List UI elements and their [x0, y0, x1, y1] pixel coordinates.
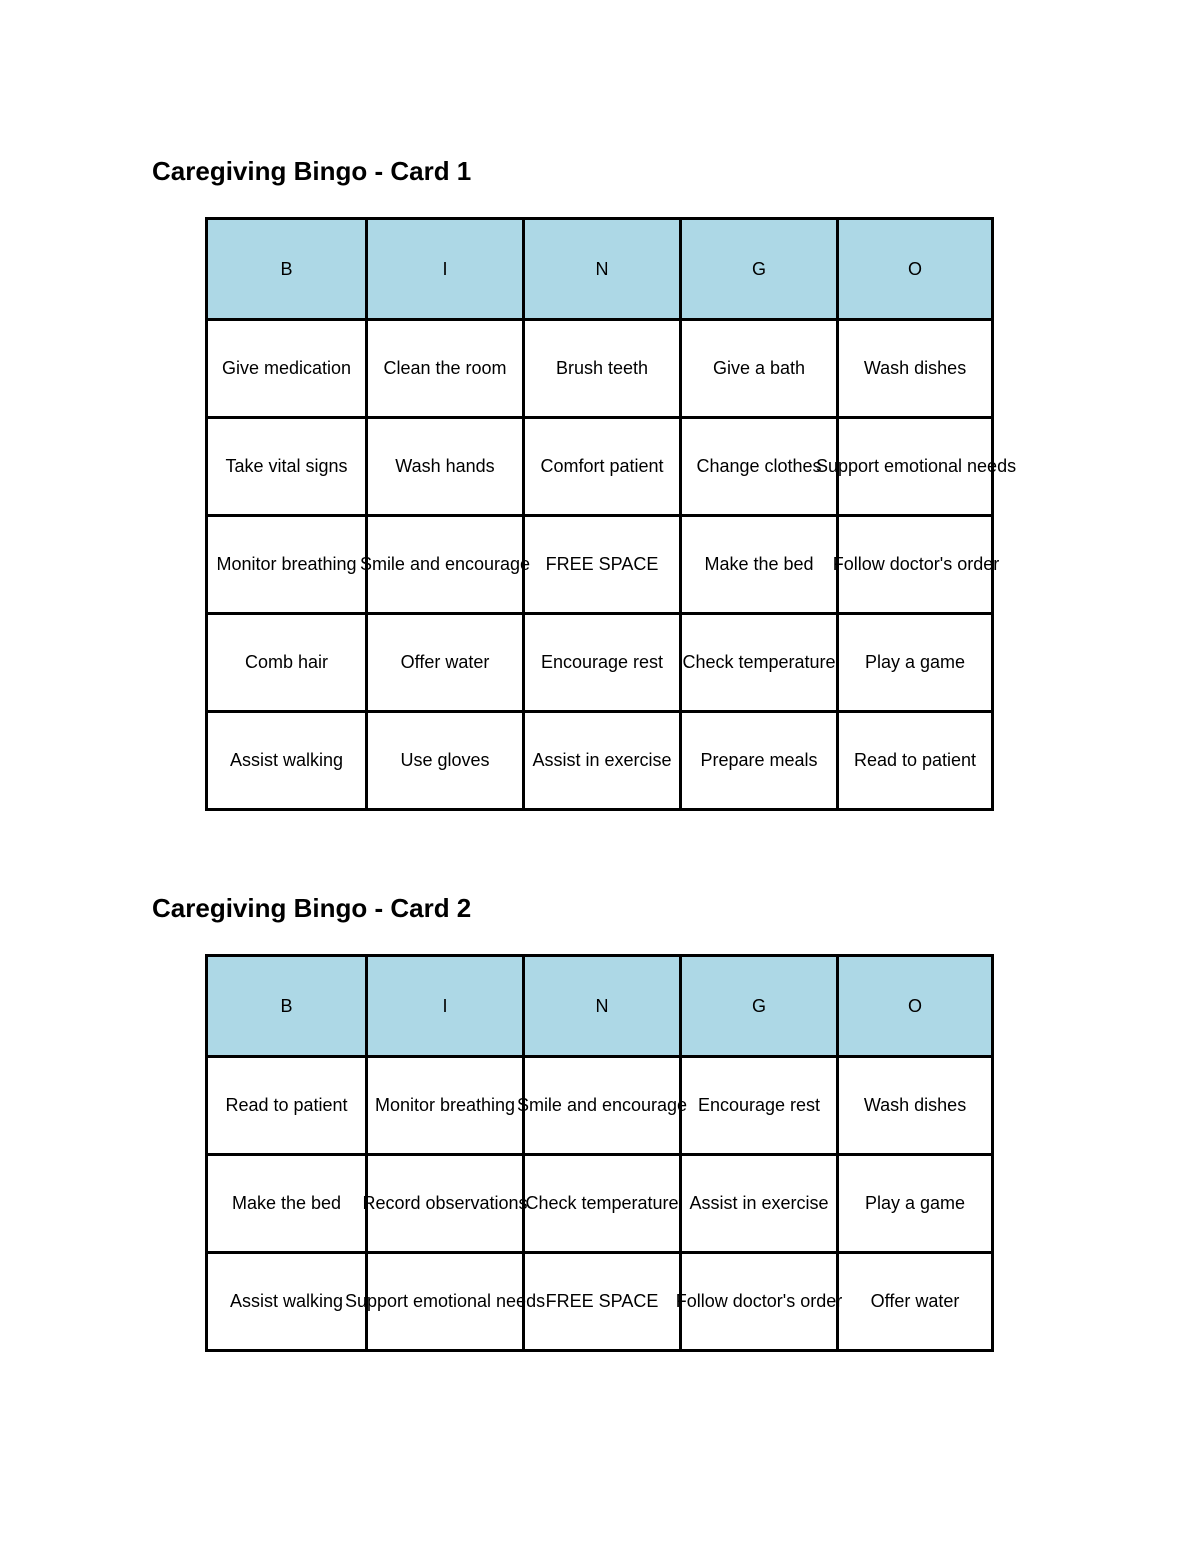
bingo-cell[interactable]: Support emotional needs	[365, 1254, 522, 1349]
header-cell-o: O	[836, 957, 991, 1055]
bingo-cell[interactable]: Monitor breathing	[216, 554, 357, 574]
header-cell-b: B	[208, 220, 365, 318]
bingo-card-1	[205, 217, 1017, 811]
bingo-cell[interactable]: Play a game	[836, 1156, 991, 1251]
bingo-cell[interactable]: Clean the room	[365, 321, 522, 416]
header-cell-n: N	[522, 957, 679, 1055]
bingo-cell[interactable]: Wash dishes	[836, 1058, 991, 1153]
bingo-cell[interactable]: Record observations	[365, 1156, 522, 1251]
bingo-cell[interactable]: Comb hair	[244, 652, 329, 672]
bingo-cell[interactable]: Monitor breathing	[365, 1058, 522, 1153]
bingo-cell[interactable]: Use gloves	[365, 713, 522, 808]
card-2-title: Caregiving Bingo - Card 2	[152, 893, 472, 923]
bingo-cell[interactable]: Wash dishes	[836, 321, 991, 416]
bingo-cell[interactable]: Check temperature	[522, 1156, 679, 1251]
bingo-cell[interactable]: Take vital signs	[225, 456, 348, 476]
bingo-cell[interactable]: Brush teeth	[522, 321, 679, 416]
header-cell-g: G	[679, 957, 836, 1055]
bingo-row	[208, 710, 991, 808]
bingo-cell[interactable]: Support emotional needs	[836, 419, 993, 514]
free-space-cell[interactable]: FREE SPACE	[522, 517, 679, 612]
header-row	[208, 957, 991, 1055]
bingo-row	[208, 612, 991, 710]
bingo-card-2	[205, 954, 994, 1352]
bingo-row	[208, 416, 1017, 514]
bingo-row	[208, 318, 991, 416]
bingo-cell[interactable]: Give a bath	[679, 321, 836, 416]
header-cell-o: O	[836, 220, 991, 318]
bingo-cell[interactable]: Prepare meals	[679, 713, 836, 808]
bingo-cell[interactable]: Offer water	[365, 615, 522, 710]
header-cell-i: I	[365, 220, 522, 318]
bingo-cell[interactable]: Smile and encourage	[365, 517, 522, 612]
bingo-cell[interactable]: Follow doctor's order	[679, 1254, 836, 1349]
bingo-cell[interactable]: Smile and encourage	[522, 1058, 679, 1153]
bingo-cell[interactable]: Follow doctor's order	[836, 517, 993, 612]
header-cell-n: N	[522, 220, 679, 318]
header-cell-b: B	[208, 957, 365, 1055]
bingo-cell[interactable]: Read to patient	[836, 713, 991, 808]
bingo-cell[interactable]: Check temperature	[679, 615, 836, 710]
bingo-cell[interactable]: Change clothes	[679, 419, 836, 514]
header-row	[208, 220, 991, 318]
card-1-title: Caregiving Bingo - Card 1	[152, 156, 472, 186]
bingo-cell[interactable]: Assist in exercise	[679, 1156, 836, 1251]
bingo-cell[interactable]: Make the bed	[231, 1193, 342, 1213]
bingo-cell[interactable]: Assist walking	[229, 1291, 344, 1311]
bingo-cell[interactable]: Make the bed	[679, 517, 836, 612]
header-cell-i: I	[365, 957, 522, 1055]
bingo-row	[208, 1153, 991, 1251]
bingo-row	[208, 1055, 991, 1153]
header-cell-g: G	[679, 220, 836, 318]
bingo-cell[interactable]: Encourage rest	[522, 615, 679, 710]
bingo-cell[interactable]: Wash hands	[365, 419, 522, 514]
bingo-cell[interactable]: Play a game	[836, 615, 991, 710]
bingo-cell[interactable]: Assist in exercise	[522, 713, 679, 808]
free-space-cell[interactable]: FREE SPACE	[522, 1254, 679, 1349]
bingo-row	[208, 1251, 991, 1349]
bingo-cell[interactable]: Comfort patient	[522, 419, 679, 514]
bingo-cell[interactable]: Encourage rest	[679, 1058, 836, 1153]
bingo-cell[interactable]: Read to patient	[225, 1095, 348, 1115]
bingo-cell[interactable]: Give medication	[221, 358, 352, 378]
bingo-row	[208, 514, 1000, 612]
bingo-cell[interactable]: Assist walking	[229, 750, 344, 770]
bingo-cell[interactable]: Offer water	[836, 1254, 991, 1349]
